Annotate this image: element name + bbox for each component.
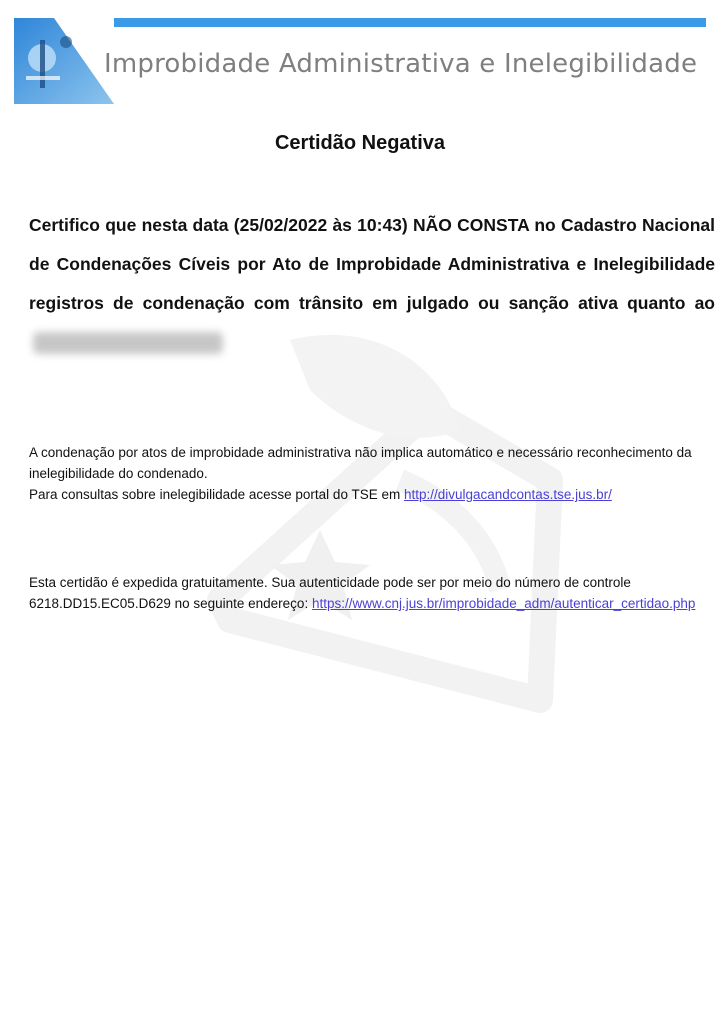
document-title: Certidão Negativa: [274, 132, 446, 154]
authenticity-link[interactable]: https://www.cnj.jus.br/improbidade_adm/autenticar_certidao.php: [311, 596, 696, 611]
tse-portal-line: [29, 484, 715, 505]
inelegibility-notice: [29, 442, 715, 505]
watermark-emblem-icon: [200, 300, 580, 720]
tse-portal-link[interactable]: http://divulgacandcontas.tse.jus.br/: [403, 487, 612, 502]
notice-text: A condenação por atos de improbidade administrativa não implica automático e necessário reconhecimento da inelegibilidade do condenado.: [29, 445, 692, 481]
tse-portal-label: Para consultas sobre inelegibilidade acesse portal do TSE em: [29, 487, 404, 502]
authenticity-notice: [29, 572, 715, 614]
authenticity-text: Esta certidão é expedida gratuitamente. Sua autenticidade pode ser por meio do número de controle 6218.DD15.EC05.D629 no seguinte endereço:: [29, 575, 631, 611]
header-accent-bar: [14, 18, 706, 27]
header-title: Improbidade Administrativa e Inelegibilidade: [104, 49, 698, 79]
certificate-body: [29, 206, 715, 362]
certificate-text: Certifico que nesta data (25/02/2022 às 10:43) NÃO CONSTA no Cadastro Nacional de Condenações Cíveis por Ato de Improbidade Administrativa e Inelegibilidade registros de condenação com trânsito em julgado ou sanção ativa quanto ao: [29, 215, 715, 313]
redacted-cpf-icon: [33, 332, 223, 354]
stylized-justice-logo-icon: [14, 18, 114, 104]
